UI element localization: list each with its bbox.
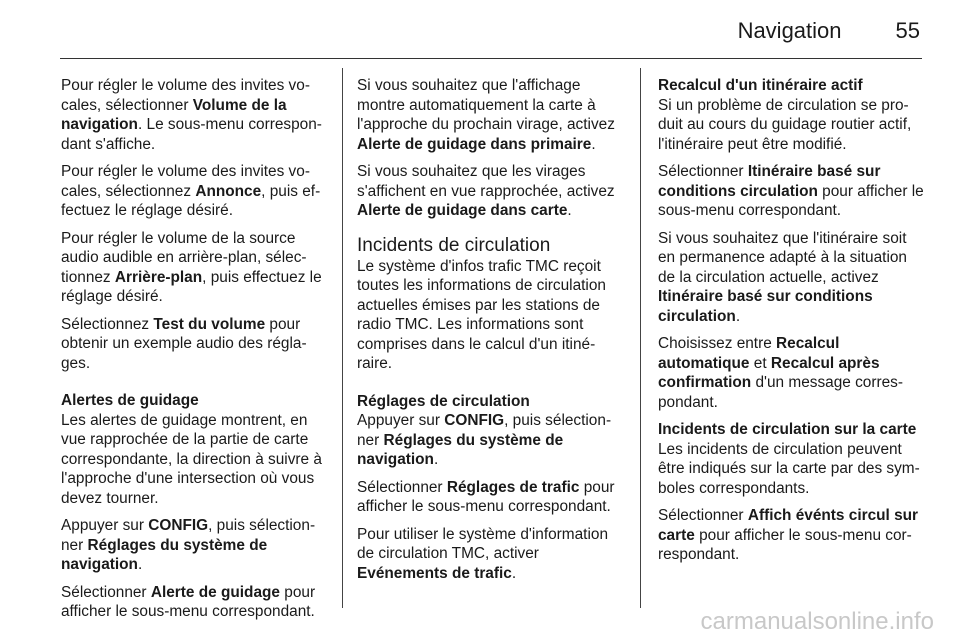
column-divider-1 bbox=[342, 68, 343, 608]
paragraph: Si un problème de circulation se produit au cours du guidage routier actif, l'itinéraire peut être modifié. bbox=[658, 96, 912, 153]
column-3 bbox=[658, 76, 924, 573]
header-rule bbox=[60, 58, 922, 59]
paragraph: Si vous souhaitez que l'affichage montre automatiquement la carte à l'approche du prochain virage, activez Alerte de guidage dans primaire. bbox=[357, 77, 615, 153]
paragraph: Appuyer sur CONFIG, puis sélectionner Réglages du système de navigation. bbox=[357, 412, 612, 468]
column-divider-2 bbox=[640, 68, 641, 608]
paragraph: Pour régler le volume des invites vocales, sélectionner Volume de la navigation. Le sous-menu correspondant s'affiche. bbox=[61, 77, 322, 153]
column-1 bbox=[61, 76, 327, 630]
paragraph: Pour régler le volume des invites vocales, sélectionnez Annonce, puis effectuez le réglage désiré. bbox=[61, 163, 321, 219]
page-title: Navigation bbox=[737, 18, 842, 43]
paragraph: Les incidents de circulation peuvent être indiqués sur la carte par des symboles correspondants. bbox=[658, 440, 920, 497]
paragraph: Le système d'infos trafic TMC reçoit toutes les informations de circulation actuelles émises par les stations de radio TMC. Les informations sont comprises dans le calcul d'un itinéraire. bbox=[357, 257, 606, 372]
paragraph: Sélectionnez Test du volume pour obtenir un exemple audio des réglages. bbox=[61, 315, 307, 372]
paragraph: Sélectionner Itinéraire basé sur conditions circulation pour afficher le sous-menu correspondant. bbox=[658, 163, 924, 219]
section-heading-alertes: Alertes de guidage bbox=[61, 392, 199, 409]
paragraph: Appuyer sur CONFIG, puis sélectionner Réglages du système de navigation. bbox=[61, 517, 316, 573]
column-2 bbox=[357, 76, 623, 591]
section-heading-carte: Incidents de circulation sur la carte bbox=[658, 421, 917, 438]
section-title-incidents: Incidents de circulation bbox=[357, 234, 551, 256]
section-heading-reglages: Réglages de circulation bbox=[357, 392, 530, 410]
paragraph: Pour utiliser le système d'information de circulation TMC, activer Evénements de trafic. bbox=[357, 525, 608, 582]
paragraph: Sélectionner Alerte de guidage pour afficher le sous-menu correspondant. bbox=[61, 583, 316, 620]
page-number: 55 bbox=[895, 18, 920, 43]
paragraph: Choisissez entre Recalcul automatique et Recalcul après confirmation d'un message correspondant. bbox=[658, 335, 903, 411]
paragraph: Les alertes de guidage montrent, en vue rapprochée de la partie de carte correspondante, la direction à suivre à l'approche d'une intersection où vous devez tourner. bbox=[61, 411, 322, 507]
paragraph: Pour régler le volume de la source audio audible en arrière-plan, sélectionnez Arrière-plan, puis effectuez le réglage désiré. bbox=[61, 229, 322, 305]
paragraph: Sélectionner Affich événts circul sur carte pour afficher le sous-menu correspondant. bbox=[658, 507, 919, 563]
section-heading-recalcul: Recalcul d'un itinéraire actif bbox=[658, 77, 863, 94]
watermark: carmanualsonline.info bbox=[700, 608, 934, 635]
page-header bbox=[738, 18, 920, 44]
paragraph: Si vous souhaitez que les virages s'affichent en vue rapprochée, activez Alerte de guidage dans carte. bbox=[357, 163, 615, 219]
paragraph: Sélectionner Réglages de trafic pour afficher le sous-menu correspondant. bbox=[357, 478, 615, 515]
paragraph: Si vous souhaitez que l'itinéraire soit en permanence adapté à la situation de la circulation actuelle, activez Itinéraire basé sur conditions circulation. bbox=[658, 229, 907, 325]
